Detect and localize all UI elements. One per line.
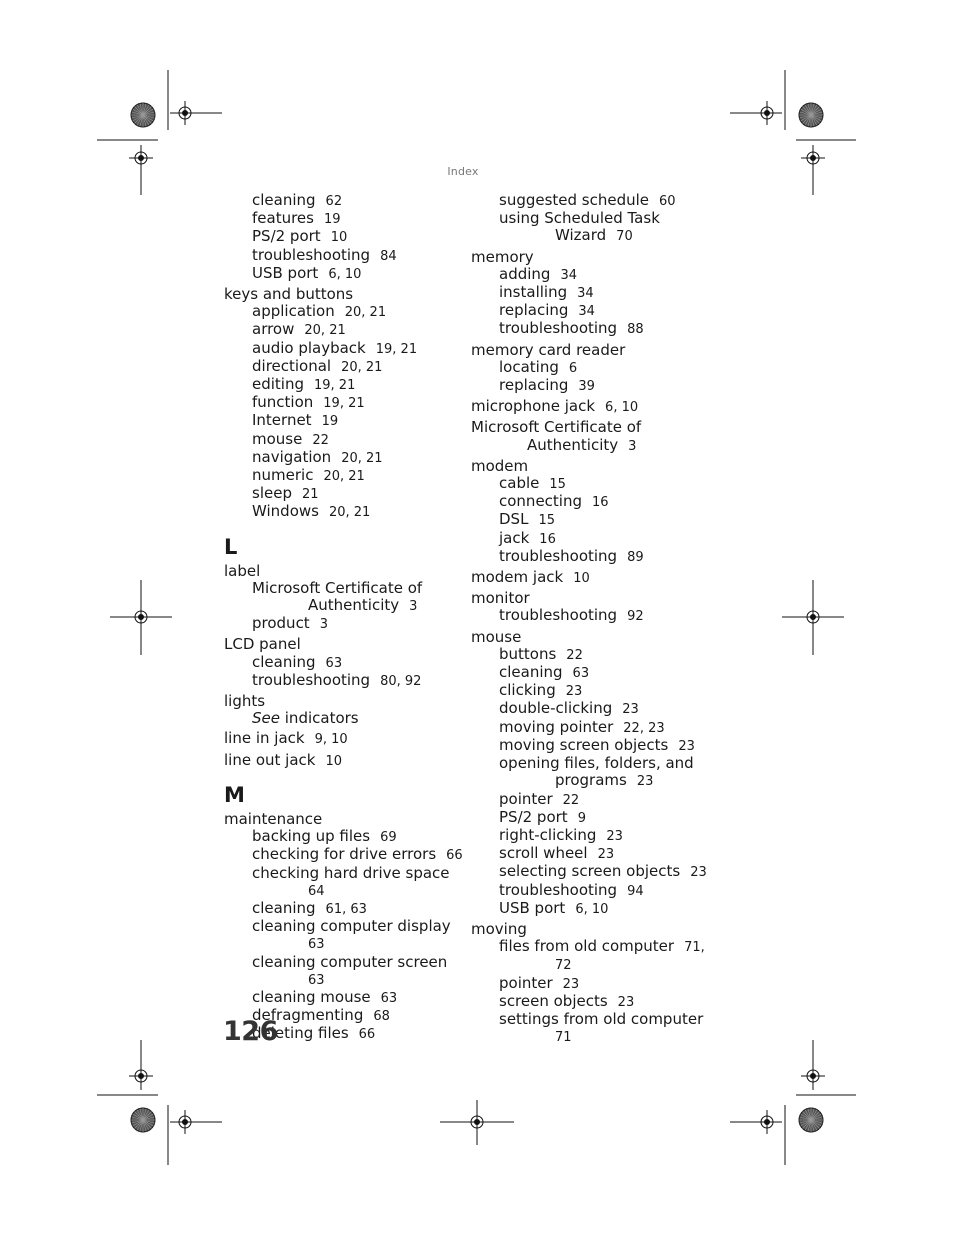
entry-term: modem jack — [471, 568, 564, 587]
entry-pages: 66 — [446, 848, 463, 864]
index-subentry — [471, 437, 711, 455]
entry-term: Microsoft Certificate of — [471, 418, 642, 437]
entry-pages: 69 — [380, 830, 397, 846]
index-subentry — [471, 210, 711, 227]
entry-pages: 15 — [538, 513, 555, 529]
entry-term: replacing — [499, 376, 569, 395]
entry-pages: 10 — [325, 753, 343, 769]
entry-pages: 39 — [578, 379, 595, 395]
index-subentry — [471, 664, 711, 682]
index-subentry — [224, 394, 464, 412]
index-subentry — [471, 956, 711, 974]
entry-pages: 22 — [312, 432, 329, 448]
entry-pages: 23 — [622, 702, 639, 718]
index-subentry — [471, 882, 711, 900]
entry-term: double-clicking — [499, 699, 613, 718]
entry-pages: 9, 10 — [314, 732, 348, 748]
index-subentry — [471, 772, 711, 790]
entry-term: numeric — [252, 466, 314, 485]
entry-pages: 34 — [578, 304, 595, 320]
index-subentry — [224, 580, 464, 597]
page-number: 126 — [223, 1016, 278, 1047]
entry-term: sleep — [252, 484, 292, 503]
index-subentry — [224, 597, 464, 615]
index-subentry — [471, 975, 711, 993]
entry-term: locating — [499, 357, 559, 376]
entry-term: buttons — [499, 644, 557, 663]
index-subentry — [471, 227, 711, 245]
index-subentry — [224, 485, 464, 503]
entry-term: cleaning — [252, 652, 316, 671]
entry-pages: 63 — [308, 972, 325, 988]
entry-term: microphone jack — [471, 397, 596, 416]
index-subentry — [471, 377, 711, 395]
entry-pages: 71 — [555, 1030, 572, 1046]
entry-term: memory — [471, 247, 534, 266]
index-subentry — [224, 900, 464, 918]
entry-term: backing up files — [252, 827, 371, 846]
entry-term: arrow — [252, 320, 295, 339]
entry-term: indicators — [284, 709, 359, 728]
index-subentry — [471, 845, 711, 863]
entry-term: troubleshooting — [499, 319, 618, 338]
index-subentry — [471, 938, 711, 956]
entry-term: jack — [499, 528, 530, 547]
see-reference-label: See — [252, 709, 280, 728]
entry-term: monitor — [471, 589, 530, 608]
entry-pages: 23 — [636, 774, 654, 790]
index-subentry — [224, 340, 464, 358]
entry-term: lights — [224, 692, 266, 711]
entry-term: memory card reader — [471, 340, 626, 359]
index-subentry — [224, 412, 464, 430]
index-column-left — [224, 192, 464, 1044]
entry-pages: 23 — [678, 738, 695, 754]
entry-term: settings from old computer — [499, 1009, 704, 1028]
entry-term: LCD panel — [224, 635, 301, 654]
entry-pages: 72 — [555, 958, 572, 974]
entry-pages: 6, 10 — [605, 400, 639, 416]
index-subentry — [471, 993, 711, 1011]
entry-term: pointer — [499, 973, 553, 992]
index-subentry — [224, 828, 464, 846]
index-subentry — [224, 503, 464, 521]
index-subentry — [471, 320, 711, 338]
entry-term: mouse — [252, 429, 303, 448]
entry-pages: 23 — [617, 994, 635, 1010]
entry-term: troubleshooting — [252, 245, 371, 264]
entry-term: modem — [471, 456, 529, 475]
index-subentry — [471, 700, 711, 718]
entry-term: connecting — [499, 492, 582, 511]
entry-term: cleaning — [499, 663, 563, 682]
entry-term: pointer — [499, 789, 553, 808]
index-subentry — [224, 865, 464, 882]
entry-term: troubleshooting — [499, 880, 618, 899]
index-main-entry — [224, 286, 464, 303]
index-subentry — [224, 935, 464, 953]
index-main-entry — [224, 693, 464, 710]
entry-pages: 19, 21 — [323, 396, 365, 412]
entry-term: right-clicking — [499, 825, 597, 844]
entry-term: editing — [252, 375, 304, 394]
index-subentry — [471, 737, 711, 755]
entry-term: features — [252, 209, 314, 228]
entry-pages: 22, 23 — [623, 720, 665, 736]
entry-term: adding — [499, 264, 551, 283]
entry-term: moving — [471, 919, 527, 938]
entry-term: Internet — [252, 411, 312, 430]
entry-pages: 63 — [380, 990, 398, 1006]
section-letter: M — [224, 782, 245, 807]
index-main-entry — [471, 398, 711, 416]
entry-term: PS/2 port — [252, 227, 321, 246]
index-subentry — [224, 449, 464, 467]
index-main-entry — [224, 563, 464, 580]
entry-term: line out jack — [224, 750, 316, 769]
index-subentry — [224, 989, 464, 1007]
entry-term: installing — [499, 283, 568, 302]
index-subentry — [471, 607, 711, 625]
entry-term: function — [252, 393, 314, 412]
entry-pages: 21 — [301, 487, 319, 503]
entry-term: moving screen objects — [499, 735, 669, 754]
entry-term: USB port — [252, 263, 319, 282]
index-subentry — [224, 672, 464, 690]
index-subentry — [224, 431, 464, 449]
entry-pages: 9 — [577, 810, 586, 826]
index-subentry — [471, 1028, 711, 1046]
entry-term: troubleshooting — [499, 606, 618, 625]
entry-pages: 16 — [592, 495, 609, 511]
entry-term: application — [252, 302, 335, 321]
entry-term: line in jack — [224, 729, 305, 748]
index-main-entry — [471, 629, 711, 646]
entry-pages: 70 — [616, 229, 633, 245]
entry-pages: 89 — [627, 549, 644, 565]
index-main-entry — [471, 458, 711, 475]
entry-pages: 3 — [319, 617, 328, 633]
entry-term: scroll wheel — [499, 844, 588, 863]
entry-term: USB port — [499, 898, 566, 917]
entry-pages: 23 — [690, 865, 707, 881]
entry-term: opening files, folders, and — [499, 754, 694, 773]
index-main-entry — [471, 590, 711, 607]
entry-pages: 20, 21 — [341, 359, 383, 375]
entry-term: cleaning computer screen — [252, 952, 448, 971]
section-letter: L — [224, 534, 238, 559]
index-subentry — [224, 918, 464, 935]
index-subentry — [224, 971, 464, 989]
entry-term: keys and buttons — [224, 285, 354, 304]
entry-pages: 10 — [330, 230, 348, 246]
entry-pages: 23 — [597, 847, 615, 863]
entry-term: maintenance — [224, 809, 323, 828]
index-subentry — [471, 511, 711, 529]
entry-pages: 6, 10 — [575, 901, 609, 917]
entry-term: troubleshooting — [252, 670, 371, 689]
entry-term: Wizard — [555, 226, 607, 245]
entry-term: using Scheduled Task — [499, 209, 660, 228]
index-subentry — [224, 882, 464, 900]
index-subentry — [224, 846, 464, 864]
index-subentry — [224, 710, 464, 727]
entry-term: product — [252, 614, 310, 633]
entry-term: cleaning — [252, 898, 316, 917]
index-main-entry — [471, 921, 711, 938]
entry-pages: 20, 21 — [328, 505, 371, 521]
entry-term: deleting files — [252, 1024, 349, 1043]
running-header: Index — [447, 165, 479, 178]
index-subentry — [471, 548, 711, 566]
entry-term: troubleshooting — [499, 546, 618, 565]
index-subentry — [471, 863, 711, 881]
index-main-entry — [224, 752, 464, 770]
entry-pages: 20, 21 — [344, 305, 387, 321]
entry-pages: 19, 21 — [375, 341, 418, 357]
entry-pages: 23 — [565, 684, 583, 700]
index-subentry — [471, 1011, 711, 1028]
index-subentry — [471, 646, 711, 664]
index-main-entry — [224, 730, 464, 748]
entry-pages: 22 — [562, 792, 580, 808]
entry-pages: 3 — [409, 599, 418, 615]
entry-pages: 34 — [577, 286, 594, 302]
entry-pages: 68 — [373, 1009, 390, 1025]
entry-pages: 23 — [562, 976, 580, 992]
entry-pages: 20, 21 — [341, 450, 383, 466]
index-subentry — [224, 376, 464, 394]
entry-term: cleaning — [252, 191, 316, 209]
index-subentry — [224, 210, 464, 228]
entry-term: checking hard drive space — [252, 863, 450, 882]
index-column-right — [471, 192, 711, 1046]
entry-pages: 66 — [358, 1027, 376, 1043]
index-subentry — [224, 954, 464, 971]
index-subentry — [224, 192, 464, 210]
entry-term: files from old computer — [499, 937, 675, 956]
index-subentry — [224, 358, 464, 376]
index-subentry — [471, 475, 711, 493]
entry-pages: 6 — [568, 360, 578, 376]
entry-pages: 15 — [549, 477, 566, 493]
entry-pages: 20, 21 — [323, 469, 365, 485]
index-subentry — [224, 467, 464, 485]
index-subentry — [471, 791, 711, 809]
index-subentry — [471, 755, 711, 772]
entry-pages: 34 — [560, 267, 577, 283]
index-main-entry — [224, 811, 464, 828]
index-subentry — [471, 493, 711, 511]
entry-term: moving pointer — [499, 717, 614, 736]
index-subentry — [471, 359, 711, 377]
index-subentry — [224, 247, 464, 265]
index-subentry — [224, 321, 464, 339]
entry-term: audio playback — [252, 338, 366, 357]
index-main-entry — [224, 636, 464, 653]
entry-pages: 19 — [323, 212, 341, 228]
entry-term: directional — [252, 356, 332, 375]
index-main-entry — [471, 249, 711, 266]
entry-term: mouse — [471, 627, 522, 646]
entry-term: Authenticity — [308, 596, 400, 615]
entry-pages: 94 — [627, 883, 644, 899]
index-main-entry — [471, 419, 711, 436]
entry-pages: 23 — [606, 828, 623, 844]
index-subentry — [471, 809, 711, 827]
entry-pages: 19, 21 — [314, 378, 356, 394]
index-main-entry — [471, 569, 711, 587]
entry-term: checking for drive errors — [252, 845, 437, 864]
entry-pages: 63 — [308, 937, 325, 953]
index-subentry — [224, 303, 464, 321]
entry-term: cleaning computer display — [252, 917, 451, 936]
entry-term: defragmenting — [252, 1006, 364, 1025]
entry-term: screen objects — [499, 991, 608, 1010]
entry-term: navigation — [252, 447, 332, 466]
entry-pages: 64 — [308, 883, 325, 899]
index-subentry — [471, 284, 711, 302]
index-subentry — [471, 900, 711, 918]
index-subentry — [471, 302, 711, 320]
entry-pages: 62 — [325, 194, 343, 209]
index-subentry — [471, 827, 711, 845]
index-subentry — [471, 192, 711, 210]
entry-pages: 84 — [380, 248, 397, 264]
entry-pages: 80, 92 — [380, 673, 422, 689]
entry-pages: 71, — [684, 940, 705, 956]
entry-pages: 22 — [566, 647, 583, 663]
entry-term: programs — [555, 771, 627, 790]
entry-term: replacing — [499, 301, 569, 320]
entry-term: clicking — [499, 681, 556, 700]
entry-term: Windows — [252, 502, 319, 521]
entry-pages: 16 — [539, 531, 556, 547]
entry-pages: 61, 63 — [325, 901, 367, 917]
entry-pages: 92 — [627, 609, 644, 625]
index-subentry — [224, 615, 464, 633]
entry-pages: 63 — [325, 655, 343, 671]
index-subentry — [224, 228, 464, 246]
entry-pages: 63 — [572, 666, 590, 682]
index-subentry — [224, 265, 464, 283]
entry-pages: 6, 10 — [328, 266, 362, 282]
entry-term: suggested schedule — [499, 191, 650, 209]
index-subentry — [471, 719, 711, 737]
entry-term: cleaning mouse — [252, 987, 371, 1006]
entry-pages: 19 — [321, 414, 339, 430]
entry-term: Microsoft Certificate of — [252, 578, 423, 597]
index-subentry — [471, 266, 711, 284]
entry-term: Authenticity — [527, 435, 619, 454]
entry-pages: 10 — [573, 571, 590, 587]
entry-term: PS/2 port — [499, 807, 568, 826]
entry-term: label — [224, 561, 261, 580]
entry-term: DSL — [499, 510, 529, 529]
index-subentry — [471, 530, 711, 548]
entry-pages: 60 — [659, 194, 676, 209]
entry-pages: 88 — [627, 322, 644, 338]
index-subentry — [224, 654, 464, 672]
index-main-entry — [471, 342, 711, 359]
entry-pages: 20, 21 — [304, 323, 346, 339]
entry-term: selecting screen objects — [499, 862, 681, 881]
entry-pages: 3 — [628, 438, 637, 454]
entry-term: cable — [499, 474, 540, 493]
index-subentry — [471, 682, 711, 700]
